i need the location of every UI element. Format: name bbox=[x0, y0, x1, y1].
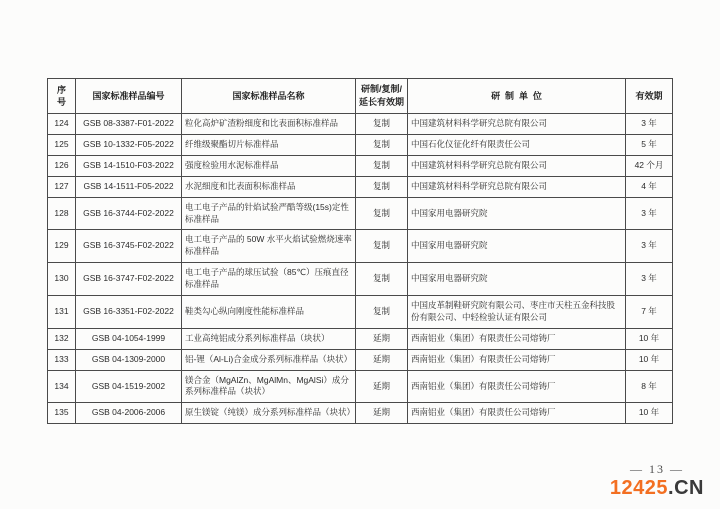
cell-validity: 3 年 bbox=[626, 114, 673, 135]
cell-index: 124 bbox=[48, 114, 76, 135]
cell-validity: 10 年 bbox=[626, 328, 673, 349]
table-row bbox=[48, 349, 673, 370]
cell-sample-name: 电工电子产品的针焰试验严酷等级(15s)定性标准样品 bbox=[182, 197, 356, 230]
cell-sample-code: GSB 14-1511-F05-2022 bbox=[76, 176, 182, 197]
cell-sample-code: GSB 04-1519-2002 bbox=[76, 370, 182, 403]
cell-category: 复制 bbox=[356, 230, 408, 263]
cell-index: 131 bbox=[48, 296, 76, 329]
cell-index: 134 bbox=[48, 370, 76, 403]
cell-validity: 42 个月 bbox=[626, 155, 673, 176]
cell-sample-code: GSB 16-3745-F02-2022 bbox=[76, 230, 182, 263]
cell-sample-code: GSB 04-1309-2000 bbox=[76, 349, 182, 370]
cell-unit: 中国皮革制鞋研究院有限公司、枣庄市天柱五金科技股份有限公司、中轻检验认证有限公司 bbox=[408, 296, 626, 329]
table-row bbox=[48, 230, 673, 263]
header-sample-code: 国家标准样品编号 bbox=[76, 79, 182, 114]
cell-category: 复制 bbox=[356, 155, 408, 176]
header-category-label: 研制/复制/延长有效期 bbox=[358, 84, 404, 108]
cell-index: 128 bbox=[48, 197, 76, 230]
cell-index: 135 bbox=[48, 403, 76, 424]
watermark-suffix: .CN bbox=[668, 477, 704, 499]
page-footer bbox=[610, 462, 704, 499]
cell-sample-code: GSB 04-2006-2006 bbox=[76, 403, 182, 424]
table-row bbox=[48, 328, 673, 349]
cell-unit: 中国建筑材料科学研究总院有限公司 bbox=[408, 155, 626, 176]
cell-category: 复制 bbox=[356, 263, 408, 296]
cell-validity: 3 年 bbox=[626, 197, 673, 230]
cell-sample-code: GSB 10-1332-F05-2022 bbox=[76, 134, 182, 155]
cell-validity: 10 年 bbox=[626, 403, 673, 424]
watermark bbox=[610, 477, 704, 499]
table-body bbox=[48, 114, 673, 424]
cell-validity: 5 年 bbox=[626, 134, 673, 155]
cell-sample-code: GSB 04-1054-1999 bbox=[76, 328, 182, 349]
cell-index: 126 bbox=[48, 155, 76, 176]
cell-category: 延期 bbox=[356, 403, 408, 424]
cell-category: 复制 bbox=[356, 114, 408, 135]
cell-category: 延期 bbox=[356, 328, 408, 349]
cell-unit: 中国家用电器研究院 bbox=[408, 230, 626, 263]
cell-unit: 西南铝业（集团）有限责任公司熔铸厂 bbox=[408, 328, 626, 349]
cell-sample-name: 电工电子产品的球压试验（85℃）压痕直径标准样品 bbox=[182, 263, 356, 296]
table-row bbox=[48, 263, 673, 296]
page-number: — 13 — bbox=[629, 462, 684, 476]
cell-sample-name: 纤维级聚酯切片标准样品 bbox=[182, 134, 356, 155]
header-validity: 有效期 bbox=[626, 79, 673, 114]
cell-category: 复制 bbox=[356, 134, 408, 155]
cell-index: 133 bbox=[48, 349, 76, 370]
cell-validity: 3 年 bbox=[626, 263, 673, 296]
cell-index: 132 bbox=[48, 328, 76, 349]
cell-unit: 中国家用电器研究院 bbox=[408, 263, 626, 296]
cell-category: 复制 bbox=[356, 296, 408, 329]
cell-category: 延期 bbox=[356, 370, 408, 403]
cell-validity: 10 年 bbox=[626, 349, 673, 370]
cell-sample-code: GSB 16-3351-F02-2022 bbox=[76, 296, 182, 329]
header-row bbox=[48, 79, 673, 114]
table-row bbox=[48, 114, 673, 135]
table-row bbox=[48, 155, 673, 176]
cell-index: 129 bbox=[48, 230, 76, 263]
table-row bbox=[48, 370, 673, 403]
header-category bbox=[356, 79, 408, 114]
cell-sample-name: 原生镁锭（纯镁）成分系列标准样品（块状） bbox=[182, 403, 356, 424]
cell-sample-name: 铝-锂（Al-Li)合金成分系列标准样品（块状） bbox=[182, 349, 356, 370]
header-index bbox=[48, 79, 76, 114]
cell-sample-code: GSB 14-1510-F03-2022 bbox=[76, 155, 182, 176]
cell-unit: 西南铝业（集团）有限责任公司熔铸厂 bbox=[408, 370, 626, 403]
cell-validity: 8 年 bbox=[626, 370, 673, 403]
watermark-primary: 12425 bbox=[609, 477, 669, 499]
cell-unit: 西南铝业（集团）有限责任公司熔铸厂 bbox=[408, 349, 626, 370]
cell-sample-name: 电工电子产品的 50W 水平火焰试验燃烧速率标准样品 bbox=[182, 230, 356, 263]
header-unit: 研制单位 bbox=[408, 79, 626, 114]
cell-validity: 3 年 bbox=[626, 230, 673, 263]
cell-validity: 7 年 bbox=[626, 296, 673, 329]
cell-category: 复制 bbox=[356, 197, 408, 230]
table-row bbox=[48, 134, 673, 155]
cell-index: 125 bbox=[48, 134, 76, 155]
cell-sample-name: 镁合金（MgAlZn、MgAlMn、MgAlSi）成分系列标准样品（块状） bbox=[182, 370, 356, 403]
cell-unit: 中国家用电器研究院 bbox=[408, 197, 626, 230]
cell-category: 延期 bbox=[356, 349, 408, 370]
table-row bbox=[48, 403, 673, 424]
cell-validity: 4 年 bbox=[626, 176, 673, 197]
cell-index: 130 bbox=[48, 263, 76, 296]
header-index-label: 序号 bbox=[57, 84, 67, 107]
cell-sample-name: 工业高纯铝成分系列标准样品（块状） bbox=[182, 328, 356, 349]
table-row bbox=[48, 296, 673, 329]
cell-unit: 中国建筑材料科学研究总院有限公司 bbox=[408, 176, 626, 197]
cell-sample-name: 鞋类勾心纵向刚度性能标准样品 bbox=[182, 296, 356, 329]
cell-sample-code: GSB 08-3387-F01-2022 bbox=[76, 114, 182, 135]
header-sample-name: 国家标准样品名称 bbox=[182, 79, 356, 114]
standard-samples-table bbox=[47, 78, 673, 424]
cell-sample-code: GSB 16-3744-F02-2022 bbox=[76, 197, 182, 230]
cell-unit: 中国石化仪征化纤有限责任公司 bbox=[408, 134, 626, 155]
cell-unit: 中国建筑材料科学研究总院有限公司 bbox=[408, 114, 626, 135]
cell-sample-name: 强度检验用水泥标准样品 bbox=[182, 155, 356, 176]
cell-sample-name: 粒化高炉矿渣粉细度和比表面积标准样品 bbox=[182, 114, 356, 135]
cell-unit: 西南铝业（集团）有限责任公司熔铸厂 bbox=[408, 403, 626, 424]
cell-sample-code: GSB 16-3747-F02-2022 bbox=[76, 263, 182, 296]
cell-sample-name: 水泥细度和比表面积标准样品 bbox=[182, 176, 356, 197]
cell-index: 127 bbox=[48, 176, 76, 197]
cell-category: 复制 bbox=[356, 176, 408, 197]
table-row bbox=[48, 197, 673, 230]
table-row bbox=[48, 176, 673, 197]
